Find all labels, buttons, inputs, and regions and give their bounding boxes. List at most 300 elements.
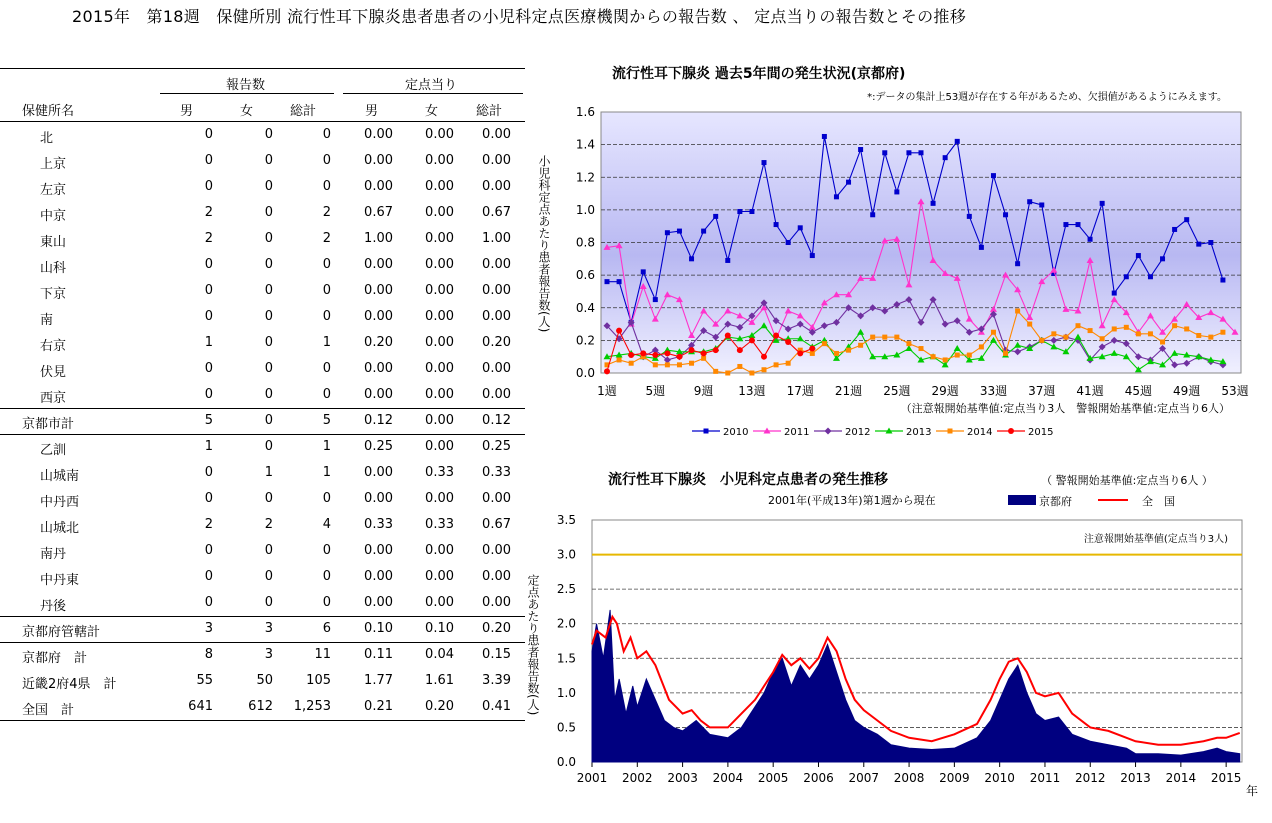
cell-total: 0 [322,595,331,610]
data-point [1039,202,1044,207]
cell-female: 1 [264,465,273,480]
chart2-ytick-label: 0.0 [556,755,576,769]
chart1-xtick-label: 13週 [738,384,766,398]
legend-item-2011 [753,427,809,438]
cell-total-rate: 0.33 [482,465,511,480]
data-point [737,347,743,353]
table-row [0,668,525,694]
cell-total-rate: 0.00 [482,361,511,376]
data-point [773,332,779,338]
data-point [677,229,682,234]
chart1-ytick-label: 0.8 [575,235,595,250]
cell-female-rate: 0.00 [425,127,454,142]
chart2-xtick-label: 2002 [622,771,653,785]
data-point [701,356,706,361]
cell-female: 3 [264,621,273,636]
cell-female: 0 [264,309,273,324]
data-point [943,357,948,362]
data-point [1112,291,1117,296]
cell-female-rate: 0.20 [425,699,454,714]
cell-total: 2 [322,205,331,220]
cell-female: 0 [264,257,273,272]
data-point [809,346,815,352]
chart1-y-ticks [576,105,595,380]
chart2-ytick-label: 0.5 [556,720,576,735]
chart1-title: 流行性耳下腺炎 過去5年間の発生状況(京都府) [612,66,906,82]
table-row [0,408,525,434]
cell-name: 中丹東 [40,573,80,588]
data-point [628,352,634,358]
table-row [0,200,525,226]
cell-male: 0 [204,283,213,298]
cell-name: 伏見 [40,365,67,380]
chart1-note: *:データの集計上53週が存在する年があるため、欠損値があるようにみえます。 [867,92,1227,103]
data-point [785,339,791,345]
data-point [834,194,839,199]
col-header-name: 保健所名 [22,104,75,119]
data-point [943,155,948,160]
five-year-line-chart [530,60,1272,460]
col-header-female-rate: 女 [425,104,439,119]
data-point [1088,328,1093,333]
data-point [991,173,996,178]
cell-female-rate: 0.00 [425,595,454,610]
cell-total: 0 [322,309,331,324]
data-point [749,337,755,343]
cell-male-rate: 0.20 [364,335,393,350]
cell-female-rate: 0.00 [425,387,454,402]
chart2-xtick-label: 2001 [576,771,608,785]
chart2-ytick-label: 1.0 [556,685,576,700]
chart1-x-ticks [597,384,1248,398]
cell-name: 乙訓 [40,443,67,458]
cell-male-rate: 0.00 [364,309,393,324]
data-point [1100,201,1105,206]
data-point [906,341,911,346]
data-point [689,361,694,366]
cell-total-rate: 0.00 [482,543,511,558]
legend-label: 2014 [967,427,993,438]
cell-female-rate: 0.33 [425,517,454,532]
cell-name: 右京 [40,339,67,354]
data-point [906,150,911,155]
col-header-male: 男 [180,104,194,119]
data-point [979,344,984,349]
cell-male: 0 [204,569,213,584]
data-point [1136,253,1141,258]
cell-male: 0 [204,543,213,558]
data-point [713,347,719,353]
cell-male-rate: 1.77 [364,673,393,688]
cell-female: 0 [264,595,273,610]
data-point [725,258,730,263]
data-point [1015,261,1020,266]
data-point [761,354,767,360]
cell-female: 612 [248,699,273,714]
cell-total-rate: 0.00 [482,283,511,298]
cell-female-rate: 0.00 [425,569,454,584]
table-row [0,460,525,486]
legend-national-label: 全 国 [1142,495,1175,508]
table-row [0,564,525,590]
table-row [0,148,525,174]
chart2-ylabel: 定点あたり患者報告数(人) [526,574,540,716]
chart2-xtick-label: 2005 [757,771,789,785]
table-row [0,252,525,278]
data-point [931,354,936,359]
chart2-ytick-label: 3.5 [556,513,576,527]
data-point [653,362,658,367]
cell-female-rate: 0.04 [425,647,454,662]
chart1-ylabel: 小児科定点あたり患者報告数(人) [537,155,551,333]
chart1-xtick-label: 5週 [645,384,666,398]
data-point [1076,323,1081,328]
page-title: 2015年 第18週 保健所別 流行性耳下腺炎患者患者の小児科定点医療機関からの報告数 、 定点当りの報告数とその推移 [72,7,967,26]
long-term-area-chart [526,462,1272,823]
cell-female-rate: 0.00 [425,205,454,220]
legend-item-2013 [875,427,931,438]
data-point [882,335,887,340]
data-point [822,134,827,139]
data-point [979,245,984,250]
data-point [1184,326,1189,331]
cell-total: 0 [322,179,331,194]
table-row [0,616,525,642]
group-rule-per-site [343,93,523,94]
chart1-ytick-label: 1.2 [575,170,595,185]
cell-total-rate: 0.41 [482,699,511,714]
chart1-xtick-label: 29週 [931,384,959,398]
cell-male-rate: 0.11 [364,647,393,662]
table-top-rule [0,68,525,69]
data-point [1172,227,1177,232]
data-point [1220,330,1225,335]
cell-female: 0 [264,127,273,142]
cell-female: 0 [264,205,273,220]
cell-male-rate: 0.00 [364,491,393,506]
cell-female-rate: 0.00 [425,283,454,298]
cell-female-rate: 0.00 [425,257,454,272]
cell-female: 0 [264,543,273,558]
cell-name: 中京 [40,209,67,224]
cell-male-rate: 0.25 [364,439,393,454]
data-point [774,362,779,367]
cell-male-rate: 0.00 [364,257,393,272]
cell-male-rate: 0.33 [364,517,393,532]
legend-marker [948,429,953,434]
cell-male-rate: 0.00 [364,569,393,584]
data-point [1051,331,1056,336]
chart2-ytick-label: 2.0 [556,616,576,631]
cell-male: 2 [204,517,213,532]
cell-total-rate: 0.67 [482,205,511,220]
legend-marker [704,429,709,434]
cell-male: 641 [188,699,213,714]
data-point [737,364,742,369]
chart1-ytick-label: 1.4 [575,137,595,152]
table-row [0,512,525,538]
data-point [616,328,622,334]
table-row [0,122,525,148]
chart1-footnote: （注意報開始基準値:定点当り3人 警報開始基準値:定点当り6人） [900,402,1230,415]
cell-total: 1 [322,439,331,454]
cell-male: 1 [204,439,213,454]
data-point [967,214,972,219]
data-point [653,297,658,302]
data-point [629,361,634,366]
cell-total-rate: 0.00 [482,153,511,168]
data-point [846,180,851,185]
chart1-ytick-label: 0.2 [575,333,595,348]
chart1-xtick-label: 21週 [834,384,863,398]
cell-male-rate: 0.00 [364,283,393,298]
chart2-xtick-label: 2007 [848,771,880,785]
cell-female-rate: 0.00 [425,335,454,350]
chart2-xunit: 年 [1246,784,1259,798]
cell-female: 0 [264,283,273,298]
legend-item-2014 [936,427,992,438]
data-point [713,369,718,374]
cell-male: 0 [204,465,213,480]
cell-male-rate: 0.12 [364,413,393,428]
cell-male-rate: 0.00 [364,127,393,142]
cell-female-rate: 0.00 [425,491,454,506]
cell-name: 京都市計 [22,417,75,432]
cell-name: 近畿2府4県 計 [22,677,117,692]
data-point [1184,217,1189,222]
chart2-xtick-label: 2004 [712,771,744,785]
data-point [870,335,875,340]
cell-total-rate: 0.00 [482,257,511,272]
data-point [1196,333,1201,338]
data-point [1124,325,1129,330]
data-point [919,346,924,351]
cell-total: 0 [322,387,331,402]
cell-male: 0 [204,179,213,194]
data-point [725,332,731,338]
data-point [664,350,670,356]
data-point [870,212,875,217]
cell-name: 山科 [40,261,67,276]
cell-female: 0 [264,231,273,246]
cell-name: 全国 計 [22,703,75,718]
chart1-xtick-label: 49週 [1173,384,1201,398]
cell-female: 0 [264,413,273,428]
data-point [1160,256,1165,261]
data-point [1208,240,1213,245]
data-point [858,343,863,348]
cell-total: 5 [322,413,331,428]
data-point [1088,237,1093,242]
legend-label: 2011 [784,427,810,438]
cell-female: 0 [264,361,273,376]
chart2-xtick-label: 2009 [939,771,970,785]
chart1-xtick-label: 33週 [979,384,1008,398]
data-point [689,256,694,261]
cell-total: 4 [322,517,331,532]
cell-female-rate: 1.61 [425,673,454,688]
cell-total: 0 [322,283,331,298]
cell-male: 2 [204,205,213,220]
cell-male: 0 [204,595,213,610]
cell-total-rate: 0.20 [482,621,511,636]
cell-total: 0 [322,491,331,506]
legend-label: 2012 [845,427,871,438]
cell-male-rate: 0.00 [364,153,393,168]
cell-male: 3 [204,621,213,636]
cell-total-rate: 0.00 [482,387,511,402]
data-point [1172,323,1177,328]
chart2-ytick-label: 3.0 [556,547,576,562]
cell-female-rate: 0.10 [425,621,454,636]
data-point [641,269,646,274]
group-header-per-site: 定点当り [405,78,458,93]
cell-total-rate: 0.20 [482,335,511,350]
cell-male: 55 [196,673,213,688]
cell-total-rate: 0.00 [482,569,511,584]
chart2-xtick-label: 2011 [1029,771,1061,785]
cell-male-rate: 0.00 [364,361,393,376]
cell-female: 0 [264,439,273,454]
cell-male: 5 [204,413,213,428]
data-point [665,230,670,235]
data-point [605,279,610,284]
cell-male: 0 [204,127,213,142]
data-point [1124,274,1129,279]
legend-label: 2010 [723,427,749,438]
legend-item-2015 [997,427,1053,438]
chart2-xtick-label: 2010 [984,771,1015,785]
data-point [786,361,791,366]
table-row [0,538,525,564]
cell-total: 0 [322,257,331,272]
legend-marker [1008,428,1014,434]
cell-total: 0 [322,153,331,168]
data-point [701,229,706,234]
legend-item-2012 [814,427,870,438]
chart2-ytick-label: 1.5 [556,651,576,666]
data-point [1063,222,1068,227]
data-point [810,351,815,356]
cell-female-rate: 0.00 [425,309,454,324]
data-point [725,371,730,376]
cell-male: 8 [204,647,213,662]
data-point [846,348,851,353]
cell-female-rate: 0.00 [425,231,454,246]
cell-male: 1 [204,335,213,350]
chart1-ytick-label: 0.6 [575,268,595,283]
cell-female-rate: 0.00 [425,179,454,194]
legend-marker [825,428,832,435]
table-row [0,694,525,720]
cell-total: 105 [306,673,331,688]
group-rule-reports [160,93,334,94]
data-point [689,347,695,353]
data-point [1027,199,1032,204]
data-point [955,353,960,358]
cell-female: 0 [264,387,273,402]
data-point [604,368,610,374]
cell-male: 0 [204,387,213,402]
cell-name: 上京 [40,157,67,172]
data-point [919,150,924,155]
legend-item-2010 [692,427,748,438]
cell-total-rate: 0.12 [482,413,511,428]
data-point [822,341,827,346]
cell-male: 0 [204,491,213,506]
data-point [1148,274,1153,279]
cell-female: 0 [264,153,273,168]
legend-kyoto-label: 京都府 [1039,495,1072,508]
data-point [617,357,622,362]
cell-female-rate: 0.00 [425,153,454,168]
chart2-x-ticks [577,762,1242,785]
cell-total: 0 [322,361,331,376]
table-row [0,434,525,460]
data-point [955,139,960,144]
cell-total: 2 [322,231,331,246]
data-point [991,330,996,335]
cell-name: 丹後 [40,599,67,614]
chart2-ytick-label: 2.5 [556,582,576,597]
col-header-female: 女 [240,104,254,119]
data-point [1208,335,1213,340]
cell-male-rate: 1.00 [364,231,393,246]
cell-name: 東山 [40,235,67,250]
chart2-xtick-label: 2008 [893,771,925,785]
data-point [1100,336,1105,341]
chart2-xtick-label: 2015 [1210,771,1242,785]
data-point [1220,278,1225,283]
chart2-legend [1008,494,1175,508]
cell-male-rate: 0.00 [364,465,393,480]
chart1-xtick-label: 45週 [1124,384,1153,398]
cell-male: 0 [204,257,213,272]
data-point [640,350,646,356]
data-point [798,225,803,230]
data-point [617,279,622,284]
table-row [0,590,525,616]
col-header-total-rate: 総計 [476,104,503,119]
cell-total-rate: 0.00 [482,595,511,610]
cell-total-rate: 0.15 [482,647,511,662]
cell-female: 50 [256,673,273,688]
data-point [834,351,839,356]
chart1-xtick-label: 1週 [597,384,617,398]
cell-female-rate: 0.00 [425,361,454,376]
table-row [0,330,525,356]
data-point [652,352,658,358]
cell-female-rate: 0.33 [425,465,454,480]
cell-total-rate: 0.00 [482,491,511,506]
cell-male: 0 [204,309,213,324]
cell-total: 6 [322,621,331,636]
cell-female: 2 [264,517,273,532]
cell-female-rate: 0.00 [425,543,454,558]
cell-total: 1 [322,335,331,350]
cell-name: 京都府 計 [22,651,88,666]
data-point [774,222,779,227]
chart1-xtick-label: 41週 [1076,384,1104,398]
chart2-subtitle: 2001年(平成13年)第1週から現在 [768,494,936,507]
cell-name: 京都府管轄計 [22,625,101,640]
chart2-threshold-note: （ 警報開始基準値:定点当り6人 ） [1041,474,1213,487]
cell-female-rate: 0.00 [425,439,454,454]
cell-total-rate: 0.00 [482,127,511,142]
data-point [676,354,682,360]
cell-total: 0 [322,127,331,142]
data-point [665,362,670,367]
